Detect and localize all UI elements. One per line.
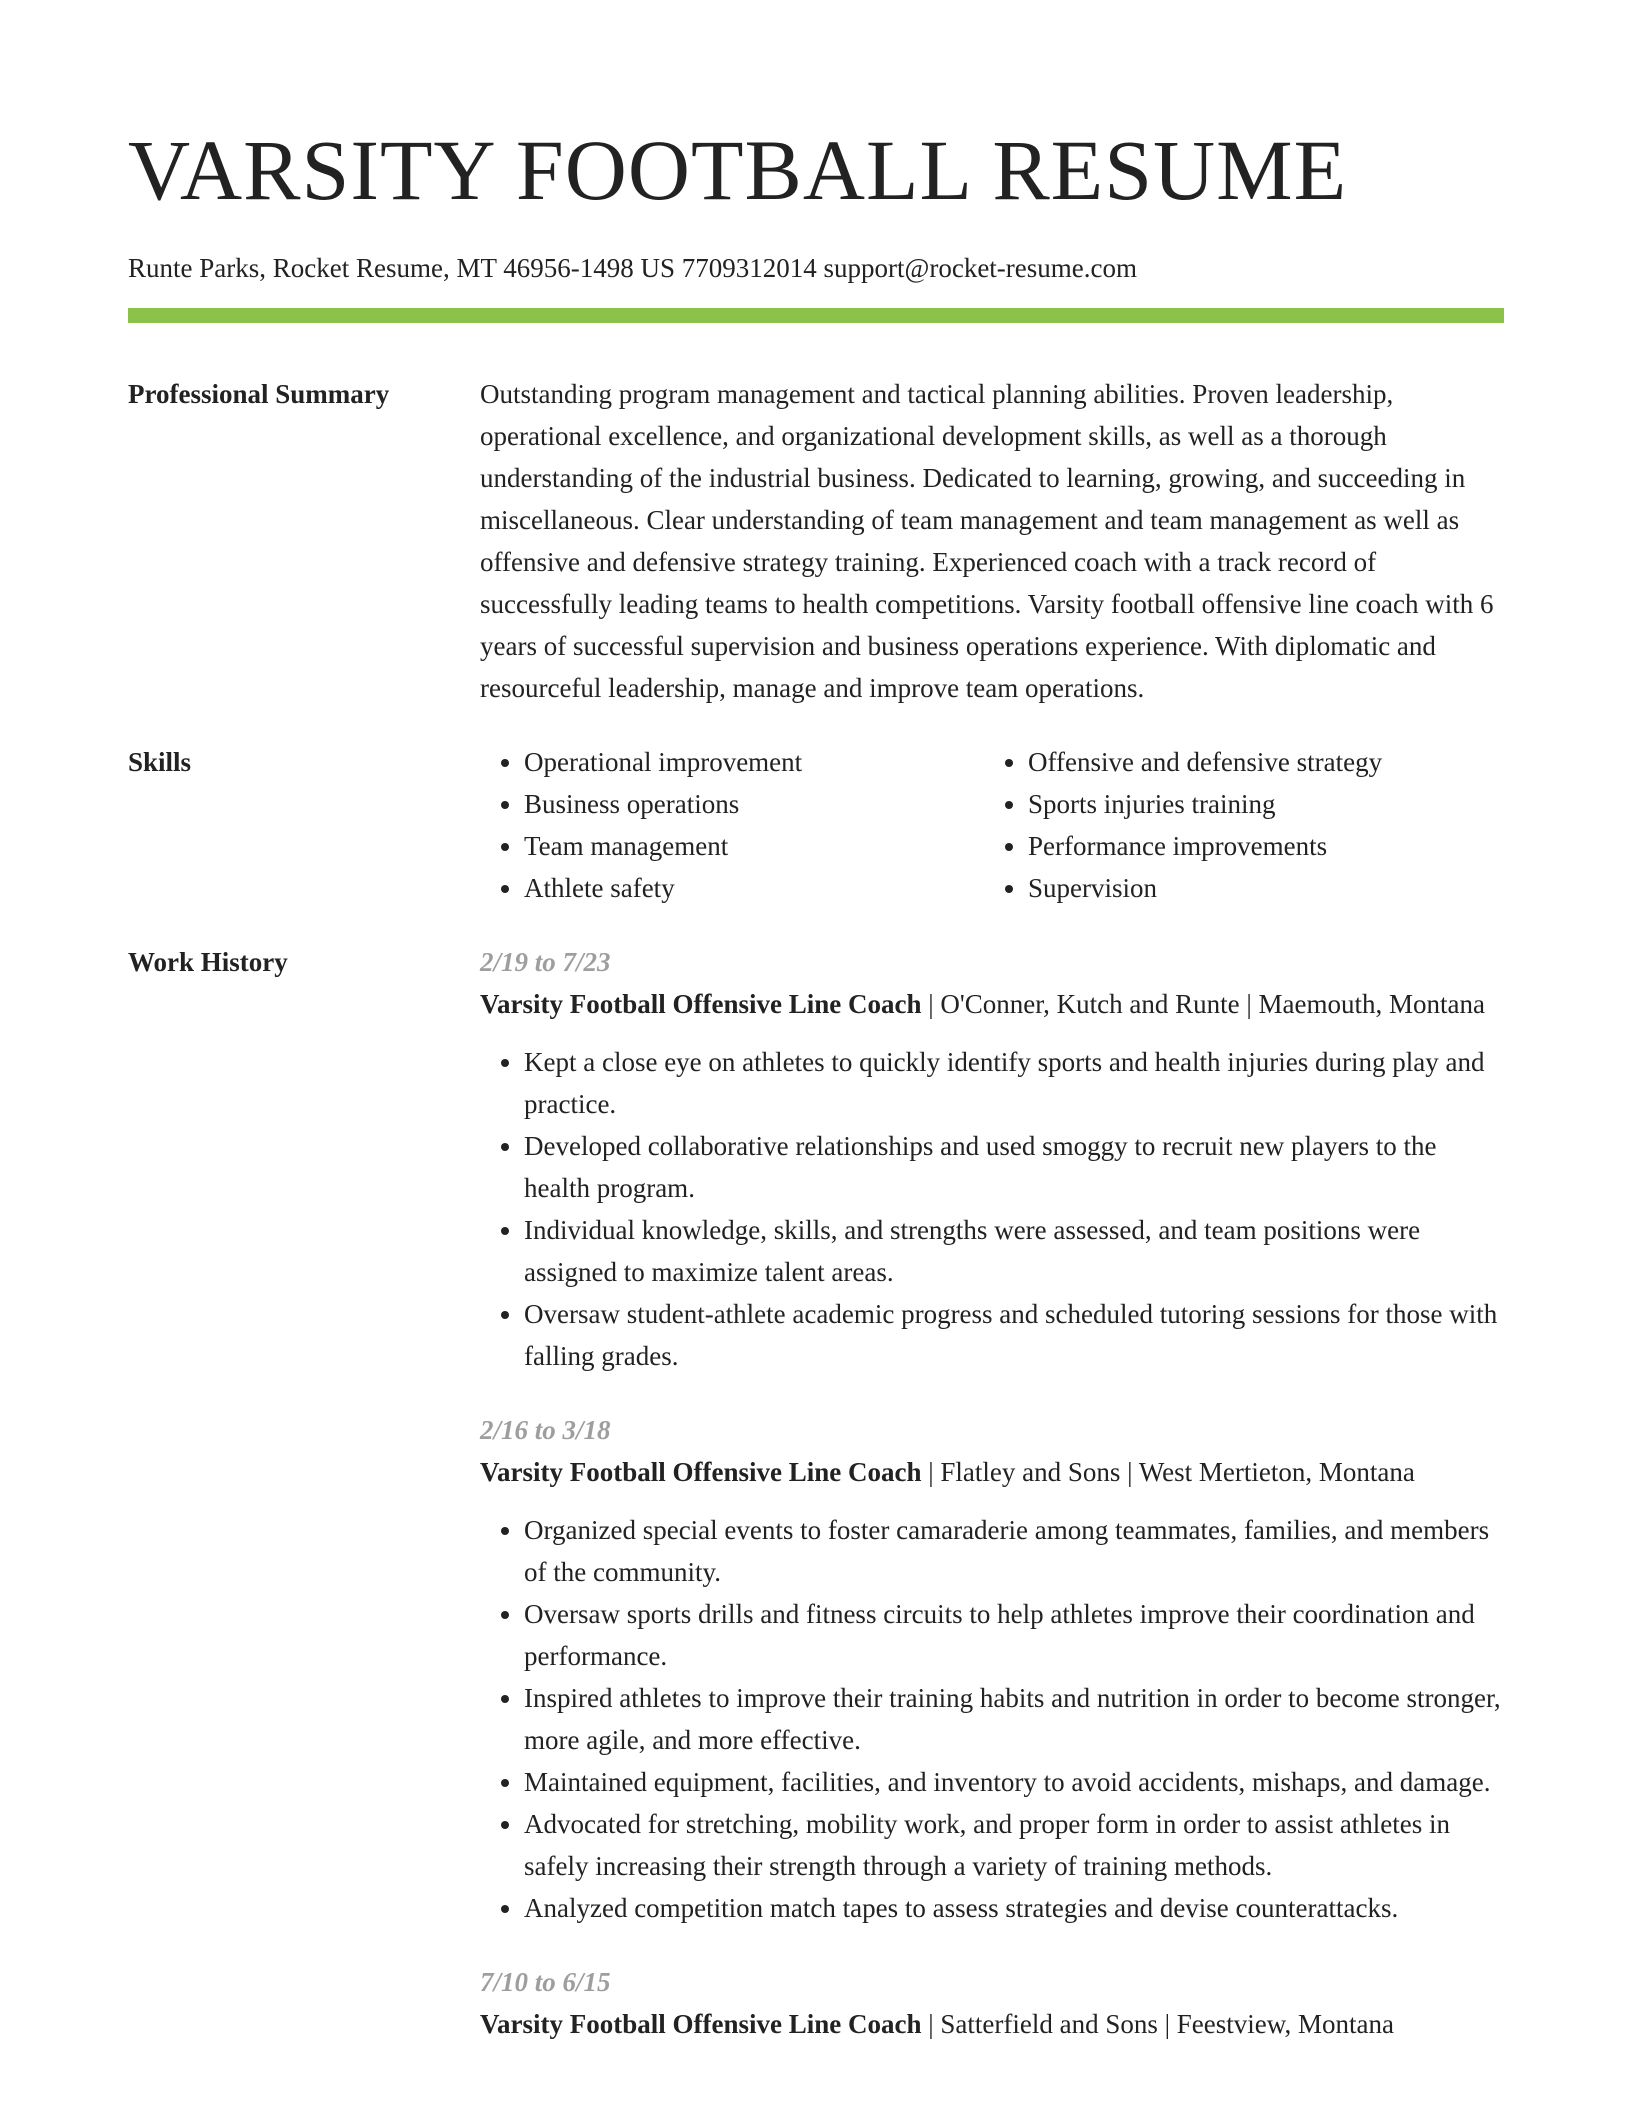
job-details: | Satterfield and Sons | Feestview, Montana [921, 2009, 1394, 2039]
skill-item: • Sports injuries training [1028, 783, 1488, 825]
job-bullet: • Advocated for stretching, mobility work, and proper form in order to assist athletes in safely increasing their strength through a variety of training methods. [524, 1803, 1504, 1887]
job-bullets [480, 1509, 1504, 1929]
section-label-work-history: Work History [128, 947, 288, 977]
skills-list-left [480, 741, 984, 909]
summary-text: Outstanding program management and tactical planning abilities. Proven leadership, operational excellence, and organizational development skills, as well as a thorough understanding of the industrial business. Dedicated to learning, growing, and succeeding in miscellaneous. Clear understanding of team management and team management as well as offensive and defensive strategy training. Experienced coach with a track record of successfully leading teams to health competitions. Varsity football offensive line coach with 6 years of successful supervision and business operations experience. With diplomatic and resourceful leadership, manage and improve team operations. [480, 379, 1494, 703]
accent-divider [128, 308, 1504, 323]
skill-item: • Business operations [524, 783, 984, 825]
section-label-summary: Professional Summary [128, 379, 390, 409]
contact-line: Runte Parks, Rocket Resume, MT 46956-1498 US 7709312014 support@rocket-resume.com [128, 253, 1137, 283]
skills-list-right [984, 741, 1488, 909]
job-heading [480, 983, 1504, 1025]
skill-item: • Athlete safety [524, 867, 984, 909]
job-title: Varsity Football Offensive Line Coach [480, 1457, 922, 1487]
skill-item: • Team management [524, 825, 984, 867]
skill-item: • Offensive and defensive strategy [1028, 741, 1488, 783]
job-bullet: • Oversaw student-athlete academic progress and scheduled tutoring sessions for those with falling grades. [524, 1293, 1504, 1377]
skill-item: • Performance improvements [1028, 825, 1488, 867]
skill-item: • Supervision [1028, 867, 1488, 909]
resume-title: VARSITY FOOTBALL RESUME [128, 122, 1348, 218]
job-dates: 2/19 to 7/23 [480, 947, 611, 977]
job-bullet: • Individual knowledge, skills, and strengths were assessed, and team positions were assigned to maximize talent areas. [524, 1209, 1504, 1293]
job-heading [480, 1451, 1504, 1493]
skills-section [128, 741, 1504, 909]
work-history-section [128, 941, 1504, 2045]
job-title: Varsity Football Offensive Line Coach [480, 2009, 922, 2039]
job-heading [480, 2003, 1504, 2045]
resume-page [128, 0, 1504, 2045]
job-details: | Flatley and Sons | West Mertieton, Montana [921, 1457, 1415, 1487]
job-title: Varsity Football Offensive Line Coach [480, 989, 922, 1019]
job-bullets [480, 1041, 1504, 1377]
job-dates: 2/16 to 3/18 [480, 1415, 611, 1445]
skill-item: • Operational improvement [524, 741, 984, 783]
job-bullet: • Developed collaborative relationships and used smoggy to recruit new players to the health program. [524, 1125, 1504, 1209]
job-dates: 7/10 to 6/15 [480, 1967, 611, 1997]
job-bullet: • Kept a close eye on athletes to quickly identify sports and health injuries during play and practice. [524, 1041, 1504, 1125]
job-bullet: • Inspired athletes to improve their training habits and nutrition in order to become stronger, more agile, and more effective. [524, 1677, 1504, 1761]
job-bullet: • Organized special events to foster camaraderie among teammates, families, and members of the community. [524, 1509, 1504, 1593]
job-entry [480, 1409, 1504, 1929]
job-entry [480, 1961, 1504, 2045]
job-bullet: • Oversaw sports drills and fitness circuits to help athletes improve their coordination and performance. [524, 1593, 1504, 1677]
job-bullet: • Analyzed competition match tapes to assess strategies and devise counterattacks. [524, 1887, 1504, 1929]
section-label-skills: Skills [128, 747, 192, 777]
job-entry [480, 941, 1504, 1377]
job-bullet: • Maintained equipment, facilities, and inventory to avoid accidents, mishaps, and damage. [524, 1761, 1504, 1803]
professional-summary-section [128, 373, 1504, 709]
job-details: | O'Conner, Kutch and Runte | Maemouth, Montana [921, 989, 1485, 1019]
